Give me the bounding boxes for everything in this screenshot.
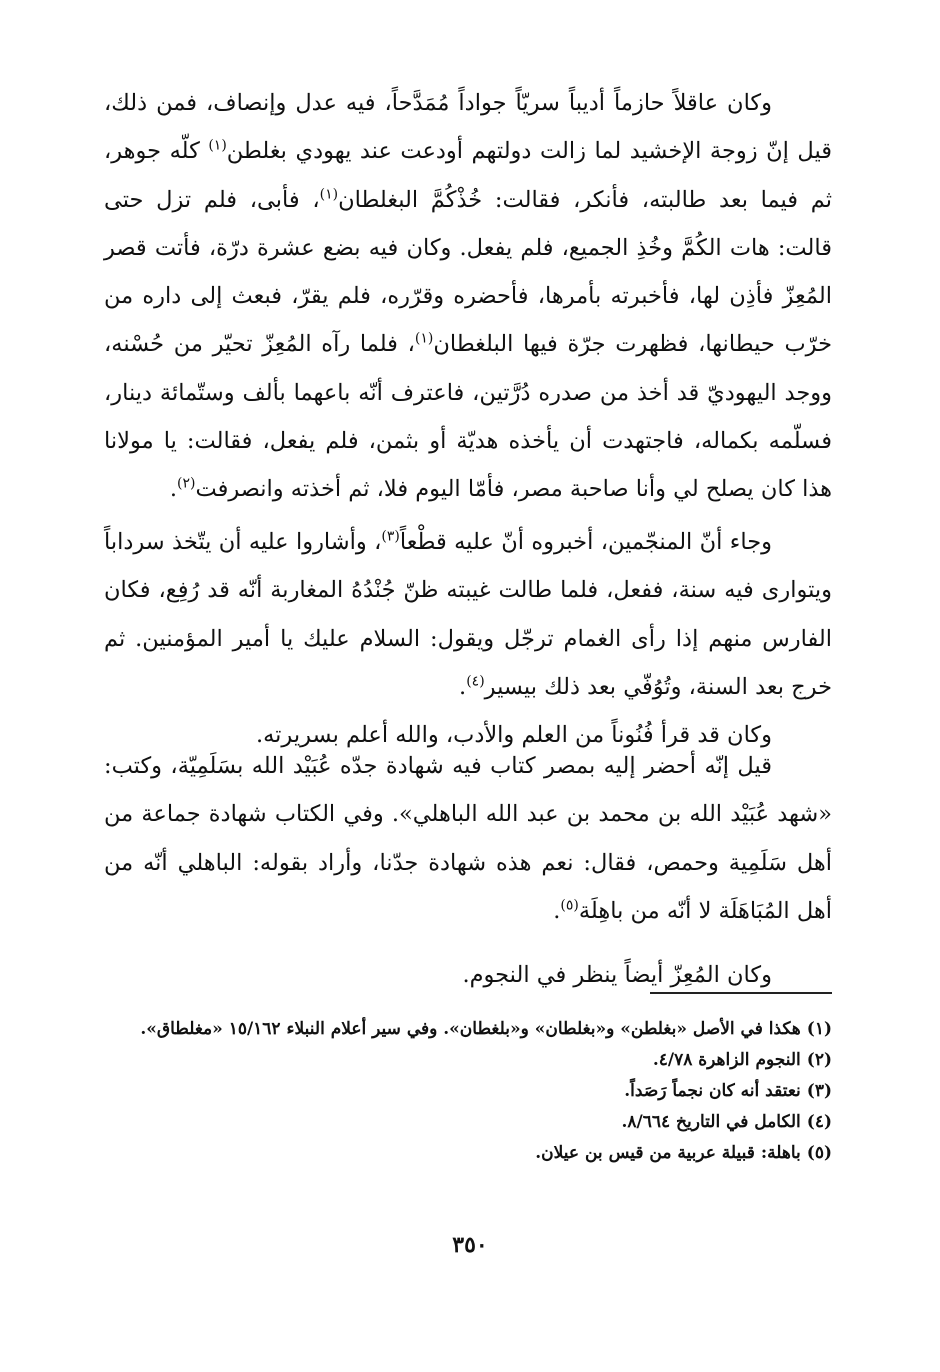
paragraph-jewel-story [104,79,832,514]
paragraph-testimony [104,742,832,935]
paragraph-text: . [553,897,561,924]
footnote-reference: (١) [319,186,339,203]
footnote-reference: (١) [414,330,434,347]
paragraph-text: وكان عاقلاً حازماً أديباً سريّاً جواداً مُمَدَّحاً، فيه عدل وإنصاف، فمن ذلك، قيل إنّ زوجة الإخشيد لما زالت دولتهم أودعت عند يهودي بغلطن [104,90,833,165]
footnote-text: باهلة: قبيلة عربية من قيس بن عيلان. [535,1143,801,1163]
main-text-block-2 [104,518,832,759]
main-text-block-1 [104,79,832,514]
paragraph-text: . [169,476,178,503]
footnote-5 [104,1138,832,1169]
footnote-number: (١) [806,1019,832,1039]
footnote-text: هكذا في الأصل «بغلطن» و«بغلطان» و«بلغطان». وفي سير أعلام النبلاء ١٥/١٦٢ «مغلطاق». [140,1019,801,1039]
footnote-separator [650,992,832,994]
paragraph-text: وكان قد قرأ فُنُوناً من العلم والأدب، والله أعلم بسريرته. [255,722,772,749]
footnote-text: النجوم الزاهرة ٤/٧٨. [652,1050,801,1070]
paragraph-text: ، وأشاروا عليه أن يتّخذ سرداباً ويتوارى فيه سنة، ففعل، فلما طالت غيبته ظنّ جُنْدُهُ المغاربة أنّه قد رُفِع، فكان الفارس منهم إذا رأى الغمام ترجّل ويقول: السلام عليك يا أمير المؤمنين. ثم خرج بعد السنة، وتُوُفّي بعد ذلك بيسير [104,529,832,700]
footnote-reference: (٢) [177,475,196,492]
paragraph-text: ، فأبى، فلم تزل حتى قالت: هات الكُمَّ وخُذِ الجميع، فلم يفعل. وكان فيه بضع عشرة درّة، فأتت قصر المُعِزّ فأذِن لها، فأخبرته بأمرها، فأحضره وقرّره، فلم يقرّ، فبعث إلى داره من خرّب حيطانها، فظهرت جرّة فيها البلغطان [104,186,832,358]
footnote-2 [104,1045,832,1076]
footnote-reference: (٥) [560,897,579,914]
main-text-block-3 [104,742,832,999]
footnotes [104,1014,832,1169]
footnote-number: (٥) [806,1143,832,1163]
footnote-number: (٣) [806,1081,832,1101]
footnote-text: نعتقد أنه كان نجماً رَصَداً. [624,1081,801,1101]
footnote-reference: (١) [208,137,227,154]
paragraph-text: قيل إنّه أحضر إليه بمصر كتاب فيه شهادة جدّه عُبَيْد الله بسَلَمِيّة، وكتب: «شهد عُبَيْد الله بن محمد بن عبد الله الباهلي». وفي الكتاب شهادة جماعة من أهل سَلَمِية وحمص، فقال: نعم هذه شهادة جدّنا، وأراد بقوله: الباهلي أنّه من أهل المُبَاهَلَة لا أنّه من باهِلَة [104,753,832,924]
footnote-3 [104,1076,832,1107]
paragraph-text: كلّه جوهر، ثم فيما بعد طالبته، فأنكر، فقالت: خُذْكُمَّ البغلطان [104,138,832,213]
paragraph-text: وجاء أنّ المنجّمين، أخبروه أنّ عليه قطْعاً [399,529,772,555]
footnote-text: الكامل في التاريخ ٨/٦٦٤. [621,1112,801,1132]
paragraph-text: ، فلما رآه المُعِزّ تحيّر من حُسْنه، ووجد اليهوديّ قد أخذ من صدره دُرَّتين، فاعترف أنّه باعهما بألف وستّمائة دينار، فسلّمه بكماله، فاجتهدت أن يأخذه هديّة أو بثمن، فلم يفعل، فقالت: يا مولانا هذا كان يصلح لي وأنا صاحبة مصر، فأمّا اليوم فلا، ثم أخذته وانصرفت [104,331,832,503]
paragraph-text: وكان المُعِزّ أيضاً ينظر في النجوم. [462,962,772,989]
footnote-reference: (٣) [381,528,400,545]
footnote-number: (٢) [806,1050,832,1070]
page-number: ٣٥٠ [452,1232,488,1258]
footnote-4 [104,1107,832,1138]
footnote-number: (٤) [806,1112,832,1132]
paragraph-text: . [459,673,467,700]
paragraph-astrologers [104,518,832,711]
footnote-1 [104,1014,832,1045]
footnote-reference: (٤) [466,673,485,690]
